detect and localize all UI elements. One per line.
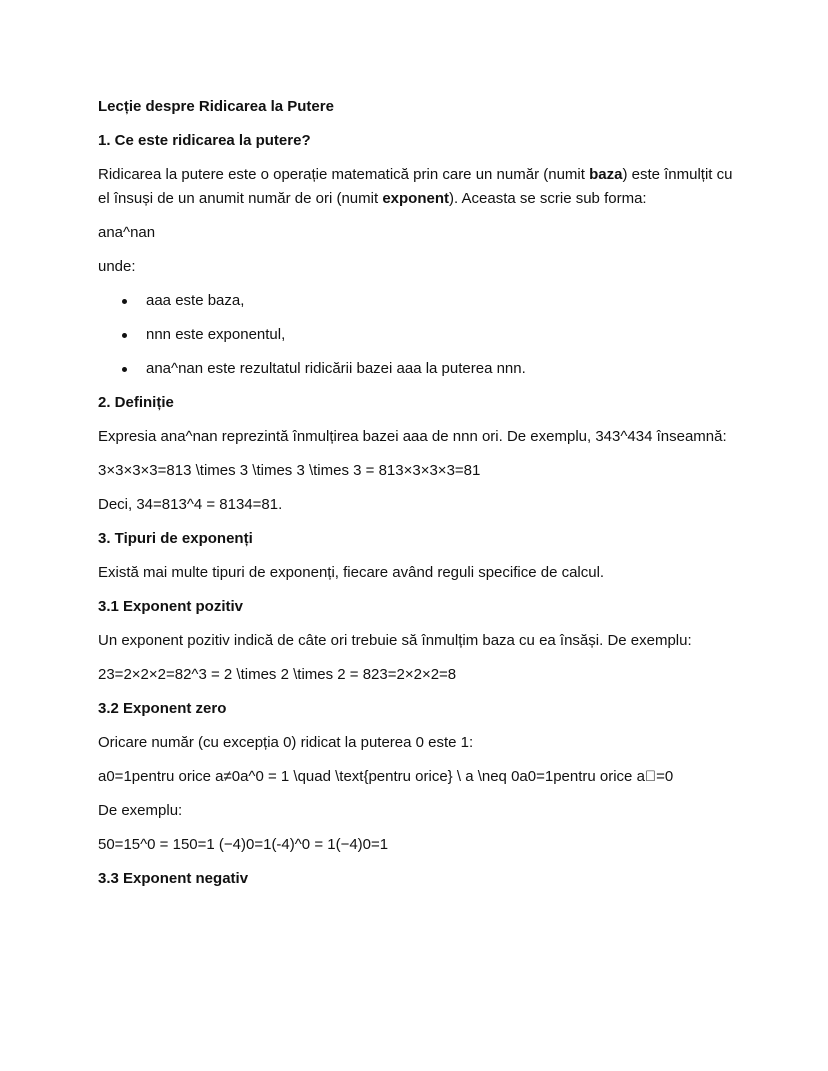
equation-line: 50=15^0 = 150=1 (−4)0=1(-4)^0 = 1(−4)0=1 [98,836,389,853]
formula-line: ana^nan [98,224,156,241]
document-title: Lecție despre Ridicarea la Putere [98,98,334,115]
bullet-item: nnn este exponentul, [98,323,738,347]
equation-line: 23=2×2×2=82^3 = 2 \times 2 \times 2 = 823=2×2×2=8 [98,666,457,683]
example-label: De exemplu: [98,802,183,819]
equation-line: Deci, 34=813^4 = 8134=81. [98,496,283,513]
equation-line: 3×3×3×3=813 \times 3 \times 3 \times 3 = 813×3×3×3=81 [98,462,481,479]
bullet-item: aaa este baza, [98,289,738,313]
document-content [98,95,738,901]
section-2-heading: 2. Definiție [98,394,174,411]
section-3-heading: 3. Tipuri de exponenți [98,530,253,547]
section-3-1-heading: 3.1 Exponent pozitiv [98,598,244,615]
section-3-paragraph: Există mai multe tipuri de exponenți, fiecare având reguli specifice de calcul. [98,564,605,581]
paragraph-text: ) este înmulțit cu el însuși de un anumit număr de ori (numit [98,166,733,207]
section-3-1-paragraph: Un exponent pozitiv indică de câte ori trebuie să înmulțim baza cu ea însăși. De exemplu: [98,632,692,649]
section-2-paragraph: Expresia ana^nan reprezintă înmulțirea bazei aaa de nnn ori. De exemplu, 343^434 înseamnă: [98,428,727,445]
section-3-2-heading: 3.2 Exponent zero [98,700,227,717]
term-exponent: exponent [382,190,449,207]
definition-bullet-list [98,289,738,381]
section-3-3-heading: 3.3 Exponent negativ [98,870,249,887]
section-1-heading: 1. Ce este ridicarea la putere? [98,132,311,149]
term-baza: baza [589,166,623,183]
unde-label: unde: [98,258,136,275]
bullet-item: ana^nan este rezultatul ridicării bazei aaa la puterea nnn. [98,357,738,381]
section-1-paragraph [98,163,738,211]
section-3-2-paragraph: Oricare număr (cu excepția 0) ridicat la puterea 0 este 1: [98,734,474,751]
paragraph-text: ). Aceasta se scrie sub forma: [449,190,647,207]
equation-line: a0=1pentru orice a≠0a^0 = 1 \quad \text{pentru orice} \ a \neq 0a0=1pentru orice a⃟=0 [98,768,674,785]
paragraph-text: Ridicarea la putere este o operație matematică prin care un număr (numit [98,166,590,183]
